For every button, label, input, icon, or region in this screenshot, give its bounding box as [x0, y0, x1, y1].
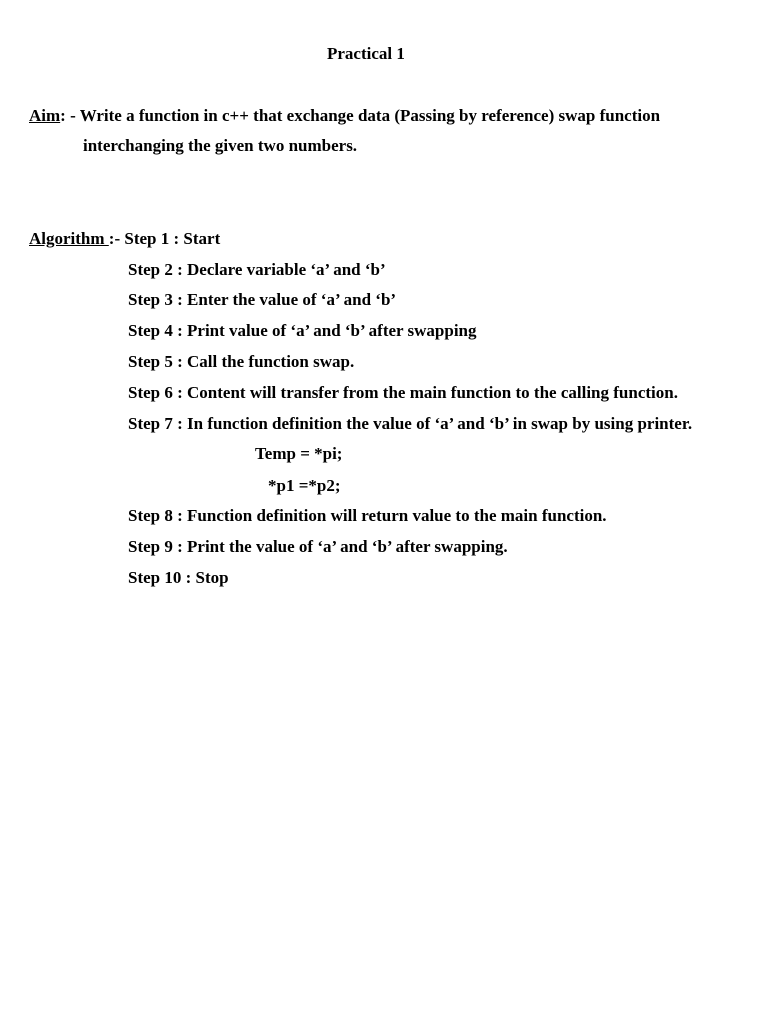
- aim-separator: : -: [60, 106, 80, 125]
- algorithm-step-6: Step 6 : Content will transfer from the main function to the calling function.: [128, 383, 678, 402]
- aim-label: Aim: [29, 106, 61, 125]
- document-title: Practical 1: [327, 44, 405, 63]
- algorithm-header-line: [29, 229, 220, 249]
- algorithm-step-3: Step 3 : Enter the value of ‘a’ and ‘b’: [128, 290, 397, 309]
- algorithm-step-7: Step 7 : In function definition the value of ‘a’ and ‘b’ in swap by using printer.: [128, 414, 693, 433]
- algorithm-step-9: Step 9 : Print the value of ‘a’ and ‘b’ after swapping.: [128, 537, 508, 556]
- algorithm-step-5: Step 5 : Call the function swap.: [128, 352, 355, 371]
- code-line-1: Temp = *pi;: [255, 444, 343, 463]
- aim-text-line-2: interchanging the given two numbers.: [83, 136, 358, 155]
- algorithm-separator: :-: [108, 229, 125, 248]
- algorithm-step-8: Step 8 : Function definition will return value to the main function.: [128, 506, 607, 525]
- algorithm-step-1: Step 1 : Start: [124, 229, 221, 248]
- algorithm-label: Algorithm: [29, 229, 109, 248]
- algorithm-step-10: Step 10 : Stop: [128, 568, 229, 587]
- algorithm-step-4: Step 4 : Print value of ‘a’ and ‘b’ after swapping: [128, 321, 477, 340]
- aim-text-line-1: Write a function in c++ that exchange data (Passing by reference) swap function: [79, 106, 661, 125]
- algorithm-step-2: Step 2 : Declare variable ‘a’ and ‘b’: [128, 260, 386, 279]
- aim-line-1: [29, 106, 660, 126]
- code-line-2: *p1 =*p2;: [268, 476, 341, 495]
